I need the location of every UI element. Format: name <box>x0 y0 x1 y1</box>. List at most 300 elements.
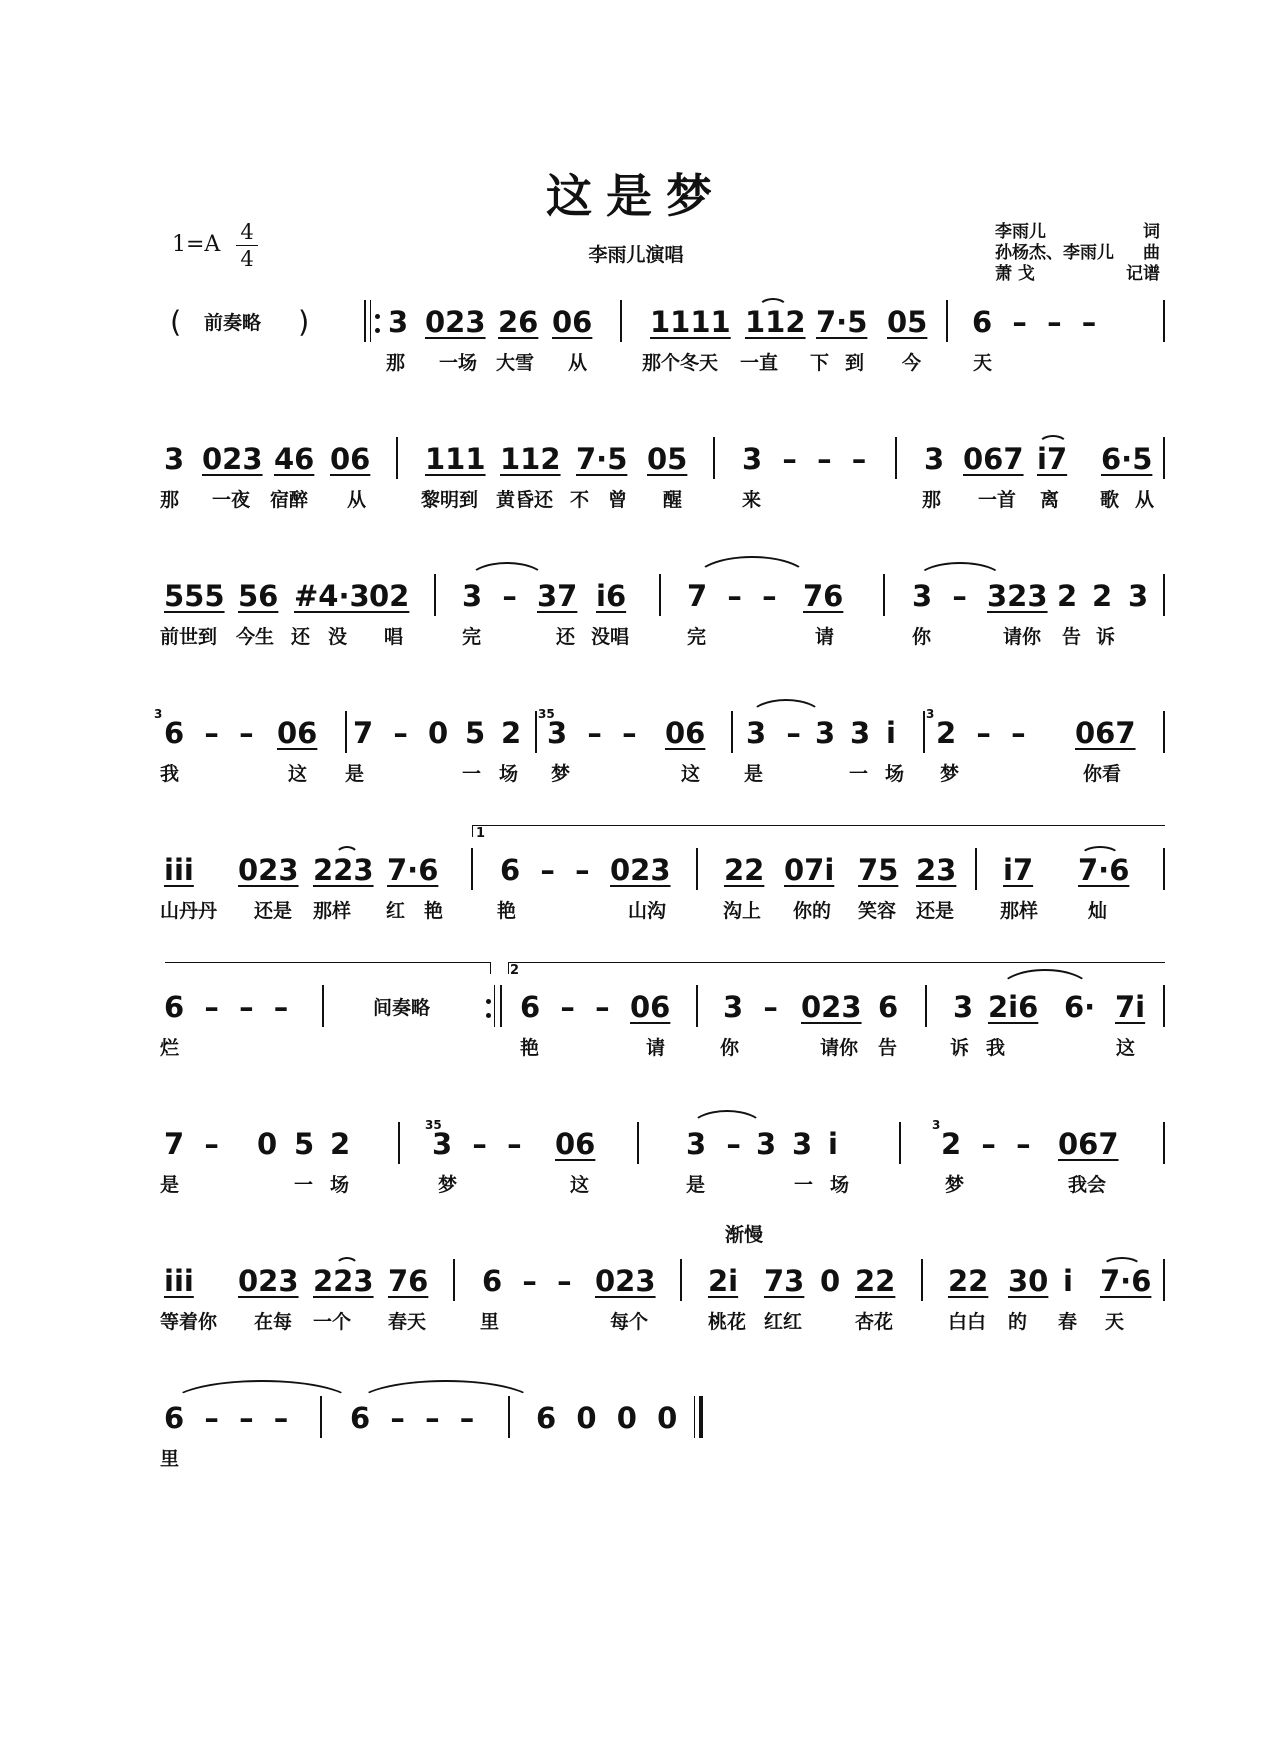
barline <box>883 574 885 616</box>
note: 7 – – <box>687 579 777 613</box>
note: 023 <box>595 1264 656 1298</box>
lyric: 场 <box>885 763 905 785</box>
note: i6 <box>596 579 627 613</box>
lyric: 白白 <box>948 1311 987 1333</box>
tie <box>1102 1257 1142 1267</box>
lyric: 从 <box>568 352 588 374</box>
lyric: 请你 <box>820 1037 859 1059</box>
barline <box>1163 985 1165 1027</box>
note: 323 <box>987 579 1048 613</box>
note: 06 <box>330 442 371 476</box>
lyrics-row <box>160 487 1165 513</box>
note: 3 <box>792 1127 813 1161</box>
lyric: 天 <box>1105 1311 1125 1333</box>
lyric: 我 <box>160 763 180 785</box>
lyric: 今 <box>902 352 922 374</box>
note: 06 <box>552 305 593 339</box>
lyric: 黎明到 <box>421 489 479 511</box>
barline <box>1163 1122 1165 1164</box>
lyric: 我 <box>986 1037 1006 1059</box>
grace-note: 3 <box>932 1118 941 1132</box>
lyric: 艳 <box>424 900 444 922</box>
lyric: 那 <box>160 489 180 511</box>
lyrics-row <box>160 1172 1165 1198</box>
lyric: 梦 <box>940 763 960 785</box>
lyric: 到 <box>845 352 865 374</box>
lyric: 里 <box>160 1448 180 1470</box>
note: 6 – – – <box>164 990 289 1024</box>
song-title: 这是梦 <box>546 169 726 223</box>
note: 30 <box>1008 1264 1049 1298</box>
volta-bracket-1 <box>472 825 1165 826</box>
note: 023 <box>425 305 486 339</box>
barline <box>895 437 897 479</box>
lyric: 还 <box>556 626 576 648</box>
note: 76 <box>803 579 844 613</box>
note: 75 <box>858 853 899 887</box>
note: 6 – – – <box>164 1401 289 1435</box>
note: 023 <box>238 1264 299 1298</box>
volta-number-1: 1 <box>476 826 486 841</box>
note: 22 <box>948 1264 989 1298</box>
lyric: 的 <box>1008 1311 1028 1333</box>
barline <box>659 574 661 616</box>
lyric: 你看 <box>1083 763 1122 785</box>
tie <box>694 556 810 580</box>
notes-row <box>160 1265 1165 1315</box>
notes-row <box>154 707 1165 767</box>
barline <box>1163 574 1165 616</box>
lyric: 请你 <box>1003 626 1042 648</box>
key-signature: 1=A <box>172 232 221 257</box>
lyrics-row <box>160 624 1165 650</box>
repeat-start-barline <box>364 300 366 342</box>
note: 76 <box>388 1264 429 1298</box>
paren-open: ( <box>170 305 182 339</box>
note: 5 <box>465 716 486 750</box>
note: 3 – <box>912 579 967 613</box>
note: i <box>886 716 896 750</box>
note: i7 <box>1003 853 1034 887</box>
lyric: 下 <box>810 352 830 374</box>
note: 06 <box>277 716 318 750</box>
barline <box>396 437 398 479</box>
lyric: 那个冬天 <box>642 352 719 374</box>
note: 111 <box>425 442 486 476</box>
note: 3 <box>953 990 974 1024</box>
lyric: 天 <box>973 352 993 374</box>
lyric: 场 <box>499 763 519 785</box>
note: 2 <box>1092 579 1113 613</box>
note: 023 <box>202 442 263 476</box>
note: 6 – – <box>500 853 590 887</box>
note: #4·3 <box>294 579 370 613</box>
lyric: 告 <box>1062 626 1082 648</box>
note: 7i <box>1115 990 1146 1024</box>
note: 06 <box>630 990 671 1024</box>
note: 3 – <box>723 990 778 1024</box>
note: 3 <box>924 442 945 476</box>
lyric: 那样 <box>313 900 352 922</box>
note: 6 0 0 0 <box>536 1401 678 1435</box>
note: 37 <box>537 579 578 613</box>
note: 223 <box>313 853 374 887</box>
note: 3 – – <box>432 1127 522 1161</box>
notes-row <box>160 580 1165 630</box>
note: 46 <box>274 442 315 476</box>
note: 2i <box>708 1264 739 1298</box>
credits-block <box>995 222 1160 285</box>
note: 3 – – – <box>742 442 867 476</box>
tie <box>998 969 1092 991</box>
lyric: 一 <box>794 1174 814 1196</box>
paren-close: ) <box>298 305 310 339</box>
lyric: 大雪 <box>496 352 535 374</box>
lyric: 还 <box>291 626 311 648</box>
note: 3 <box>756 1127 777 1161</box>
lyric: 一直 <box>740 352 779 374</box>
barline <box>921 1259 923 1301</box>
lyric: 醒 <box>663 489 683 511</box>
interlude-note: 间奏略 <box>373 997 431 1019</box>
note: 067 <box>963 442 1024 476</box>
credit-role: 记谱 <box>1126 264 1160 284</box>
lyric: 一 <box>294 1174 314 1196</box>
lyric: 不 <box>570 489 590 511</box>
note: 2 <box>501 716 522 750</box>
time-signature-bottom: 4 <box>240 247 254 271</box>
lyric: 一 <box>849 763 869 785</box>
note: 0 <box>820 1264 841 1298</box>
note: 26 <box>498 305 539 339</box>
barline <box>322 985 324 1027</box>
credit-name: 李雨儿 <box>995 222 1046 242</box>
barline <box>1163 848 1165 890</box>
lyric: 宿醉 <box>270 489 309 511</box>
tie <box>1080 846 1120 856</box>
note: 3 <box>850 716 871 750</box>
barline <box>1163 437 1165 479</box>
tie <box>758 298 788 308</box>
lyric: 场 <box>330 1174 350 1196</box>
credit-role: 词 <box>1143 222 1160 242</box>
repeat-dot <box>375 328 380 333</box>
lyric: 灿 <box>1088 900 1108 922</box>
lyric: 每个 <box>610 1311 649 1333</box>
note: 6 – – – <box>350 1401 475 1435</box>
lyric: 那样 <box>1000 900 1039 922</box>
barline <box>620 300 622 342</box>
lyric: 等着你 <box>160 1311 218 1333</box>
credit-role: 曲 <box>1143 243 1160 263</box>
note: 73 <box>764 1264 805 1298</box>
grace-note: 35 <box>538 707 555 721</box>
note: i <box>828 1127 838 1161</box>
lyrics-row <box>160 761 1165 787</box>
lyric: 黄昏还 <box>496 489 554 511</box>
lyric: 春天 <box>388 1311 427 1333</box>
barline <box>471 848 473 890</box>
note: 7 – <box>353 716 408 750</box>
barline <box>1163 1259 1165 1301</box>
note: 3 <box>164 442 185 476</box>
note: 112 <box>745 305 806 339</box>
note: 023 <box>801 990 862 1024</box>
note: 05 <box>647 442 688 476</box>
lyrics-row <box>160 1035 1165 1061</box>
barline <box>637 1122 639 1164</box>
lyric: 场 <box>830 1174 850 1196</box>
barline <box>1163 300 1165 342</box>
tie <box>749 699 823 717</box>
tempo-marking: 渐慢 <box>725 1224 764 1246</box>
volta-bracket-2 <box>508 962 1165 963</box>
lyric: 来 <box>742 489 762 511</box>
note: 6 – – – <box>972 305 1097 339</box>
lyric: 还是 <box>916 900 955 922</box>
barline <box>899 1122 901 1164</box>
final-barline-thin <box>694 1396 695 1438</box>
barline <box>713 437 715 479</box>
lyric: 一首 <box>978 489 1017 511</box>
notes-row <box>160 443 1165 493</box>
note: 7·6 <box>1078 853 1130 887</box>
note: 6 – – <box>164 716 254 750</box>
barline <box>535 711 537 753</box>
lyric: 红 <box>386 900 406 922</box>
lyric: 你的 <box>793 900 832 922</box>
barline <box>680 1259 682 1301</box>
lyric: 诉 <box>950 1037 970 1059</box>
note: 112 <box>500 442 561 476</box>
barline <box>320 1396 322 1438</box>
barline <box>696 985 698 1027</box>
note: 067 <box>1058 1127 1119 1161</box>
note: 23 <box>916 853 957 887</box>
note: 555 <box>164 579 225 613</box>
note: 7 – <box>164 1127 219 1161</box>
lyric: 完 <box>687 626 707 648</box>
lyric: 是 <box>160 1174 180 1196</box>
grace-note: 35 <box>425 1118 442 1132</box>
repeat-dot <box>486 999 491 1004</box>
note: 2 <box>1057 579 1078 613</box>
note: 07i <box>784 853 835 887</box>
note: 6· <box>1064 990 1096 1024</box>
note: 6 – – <box>482 1264 572 1298</box>
grace-note: 3 <box>926 707 935 721</box>
note: iii <box>164 853 194 887</box>
lyric: 在每 <box>254 1311 293 1333</box>
lyric: 山丹丹 <box>160 900 218 922</box>
note: 1111 <box>650 305 731 339</box>
lyric: 这 <box>1116 1037 1136 1059</box>
note: 0 <box>257 1127 278 1161</box>
lyric: 请 <box>815 626 835 648</box>
lyric: 是 <box>686 1174 706 1196</box>
credit-transcriber <box>995 264 1160 285</box>
credit-name: 萧 戈 <box>995 264 1035 284</box>
lyric: 没 <box>328 626 348 648</box>
barline <box>975 848 977 890</box>
lyric: 告 <box>878 1037 898 1059</box>
note: 3 – <box>686 1127 741 1161</box>
note: 3 – – <box>547 716 637 750</box>
barline <box>453 1259 455 1301</box>
note: 3 <box>1128 579 1149 613</box>
lyric: 歌 <box>1100 489 1120 511</box>
lyric: 这 <box>681 763 701 785</box>
lyric: 你 <box>912 626 932 648</box>
intro-note: 前奏略 <box>204 312 262 334</box>
repeat-dot <box>486 1013 491 1018</box>
note: 02 <box>369 579 410 613</box>
lyric: 前世到 <box>160 626 218 648</box>
notes-row <box>160 1402 1165 1452</box>
credit-name: 孙杨杰、李雨儿 <box>995 243 1114 263</box>
volta-hook <box>490 962 491 974</box>
note: 2i6 <box>988 990 1039 1024</box>
note: 6 <box>878 990 899 1024</box>
lyric: 曾 <box>608 489 628 511</box>
lyric: 没唱 <box>591 626 630 648</box>
lyric: 里 <box>480 1311 500 1333</box>
lyric: 完 <box>462 626 482 648</box>
note: iii <box>164 1264 194 1298</box>
barline <box>731 711 733 753</box>
lyric: 今生 <box>236 626 275 648</box>
barline <box>696 848 698 890</box>
lyric: 春 <box>1058 1311 1078 1333</box>
note: i7 <box>1037 442 1068 476</box>
lyric: 从 <box>347 489 367 511</box>
note: 2 <box>330 1127 351 1161</box>
lyric: 诉 <box>1096 626 1116 648</box>
note: 7·6 <box>387 853 439 887</box>
grace-note: 3 <box>154 707 163 721</box>
note: 223 <box>313 1264 374 1298</box>
lyric: 一夜 <box>212 489 251 511</box>
lyrics-row <box>160 1309 1165 1335</box>
time-signature-top: 4 <box>240 220 254 244</box>
lyric: 梦 <box>551 763 571 785</box>
lyric: 从 <box>1135 489 1155 511</box>
notes-row <box>160 1118 1165 1178</box>
note: 7·5 <box>576 442 628 476</box>
note: i <box>1063 1264 1073 1298</box>
note: 023 <box>238 853 299 887</box>
lyric: 这 <box>570 1174 590 1196</box>
barline <box>923 711 925 753</box>
note: 023 <box>610 853 671 887</box>
note: 56 <box>238 579 279 613</box>
barline <box>345 711 347 753</box>
note: 3 – <box>746 716 801 750</box>
repeat-end-barline <box>500 985 502 1027</box>
tie <box>916 562 1004 580</box>
volta-hook <box>508 962 509 974</box>
lyric: 那 <box>386 352 406 374</box>
note: 3 <box>815 716 836 750</box>
credit-lyricist <box>995 222 1160 243</box>
notes-row <box>160 306 1165 356</box>
note: 3 – <box>462 579 517 613</box>
lyric: 唱 <box>384 626 404 648</box>
note: 067 <box>1075 716 1136 750</box>
note: 22 <box>855 1264 896 1298</box>
lyric: 这 <box>288 763 308 785</box>
lyric: 是 <box>744 763 764 785</box>
note: 7·6 <box>1100 1264 1152 1298</box>
lyrics-row <box>160 1446 1165 1472</box>
barline <box>925 985 927 1027</box>
lyric: 桃花 <box>708 1311 747 1333</box>
lyric: 烂 <box>160 1037 180 1059</box>
note: 0 <box>428 716 449 750</box>
lyric: 离 <box>1040 489 1060 511</box>
lyric: 一场 <box>439 352 478 374</box>
lyric: 梦 <box>945 1174 965 1196</box>
lyric: 艳 <box>497 900 517 922</box>
lyric: 一个 <box>313 1311 352 1333</box>
lyric: 还是 <box>254 900 293 922</box>
lyric: 我会 <box>1068 1174 1107 1196</box>
tie <box>335 1257 359 1267</box>
repeat-dot <box>375 314 380 319</box>
notes-row <box>160 854 1165 904</box>
lyric: 沟上 <box>723 900 762 922</box>
volta-hook <box>472 825 473 837</box>
note: 06 <box>665 716 706 750</box>
note: 7·5 <box>816 305 868 339</box>
note: 05 <box>887 305 928 339</box>
lyric: 是 <box>345 763 365 785</box>
volta-number-2: 2 <box>510 963 520 978</box>
lyrics-row <box>160 350 1165 376</box>
volta-1-extension <box>165 962 490 963</box>
note: 2 – – <box>941 1127 1031 1161</box>
tie <box>690 1110 764 1128</box>
singer-credit: 李雨儿演唱 <box>588 244 684 266</box>
lyric: 那 <box>922 489 942 511</box>
lyric: 你 <box>720 1037 740 1059</box>
lyric: 杏花 <box>855 1311 894 1333</box>
barline-thin <box>494 985 495 1027</box>
lyrics-row <box>160 898 1165 924</box>
lyric: 笑容 <box>858 900 897 922</box>
barline <box>508 1396 510 1438</box>
lyric: 一 <box>462 763 482 785</box>
note: 22 <box>724 853 765 887</box>
lyric: 山沟 <box>628 900 667 922</box>
lyric: 请 <box>646 1037 666 1059</box>
lyric: 艳 <box>520 1037 540 1059</box>
lyric: 红红 <box>764 1311 803 1333</box>
notes-row <box>160 991 1165 1041</box>
tie <box>335 846 359 856</box>
lyric: 梦 <box>438 1174 458 1196</box>
barline <box>1163 711 1165 753</box>
note: 6·5 <box>1101 442 1153 476</box>
final-barline-thick <box>699 1396 703 1438</box>
barline <box>946 300 948 342</box>
note: 3 <box>388 305 409 339</box>
note: 6 – – <box>520 990 610 1024</box>
note: 5 <box>294 1127 315 1161</box>
barline <box>434 574 436 616</box>
note: 06 <box>555 1127 596 1161</box>
barline-thin <box>370 300 371 342</box>
